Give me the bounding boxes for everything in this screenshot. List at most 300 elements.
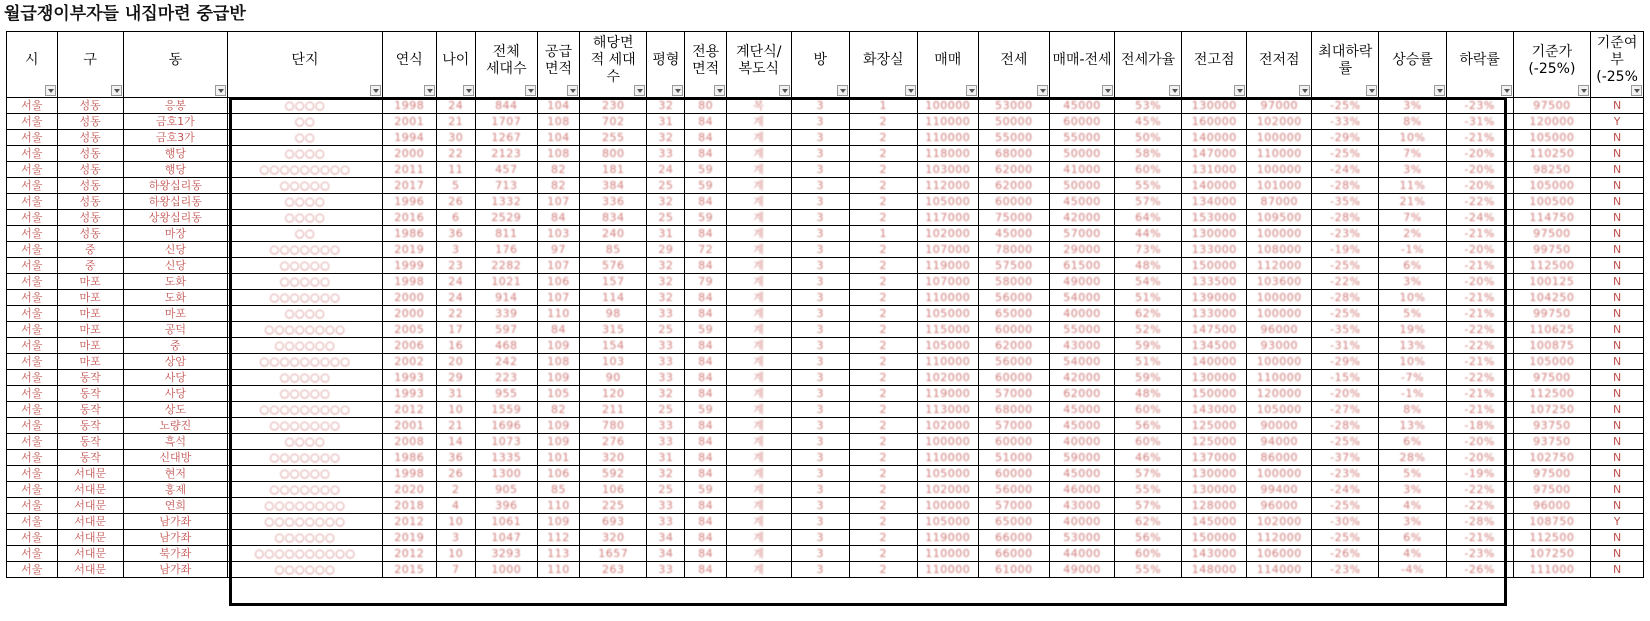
table-cell[interactable]: 45000 [1049, 98, 1114, 114]
table-cell[interactable]: 8% [1379, 114, 1446, 130]
table-cell[interactable]: 서대문 [57, 562, 123, 578]
table-cell[interactable]: 5% [1379, 466, 1446, 482]
table-cell[interactable]: 60000 [978, 194, 1049, 210]
table-cell[interactable]: 84 [685, 258, 726, 274]
table-cell[interactable]: 계 [726, 242, 791, 258]
table-cell[interactable]: 1696 [475, 418, 537, 434]
filter-dropdown-icon[interactable] [370, 85, 381, 96]
table-cell[interactable]: 31 [436, 386, 475, 402]
table-cell[interactable]: 87000 [1247, 194, 1312, 210]
table-cell[interactable]: -23% [1312, 226, 1379, 242]
table-cell[interactable]: 45000 [1049, 402, 1114, 418]
table-cell[interactable]: 62% [1115, 306, 1182, 322]
table-cell[interactable]: 82 [537, 162, 579, 178]
table-cell[interactable]: 255 [580, 130, 647, 146]
table-cell[interactable]: 2006 [382, 338, 436, 354]
table-cell[interactable]: 42000 [1049, 210, 1114, 226]
table-cell[interactable]: 계 [726, 258, 791, 274]
table-cell[interactable]: 46000 [1049, 482, 1114, 498]
table-cell[interactable]: 780 [580, 418, 647, 434]
table-cell[interactable]: 98 [580, 306, 647, 322]
table-cell[interactable]: 104 [537, 98, 579, 114]
table-cell[interactable]: -21% [1446, 386, 1513, 402]
table-cell[interactable]: 73% [1115, 242, 1182, 258]
table-cell[interactable]: 서울 [7, 418, 58, 434]
table-cell[interactable]: 6% [1379, 258, 1446, 274]
table-cell[interactable]: 106 [537, 274, 579, 290]
table-cell[interactable]: ○○○○○○○ [228, 450, 383, 466]
table-cell[interactable]: 31 [647, 114, 685, 130]
table-cell[interactable]: -37% [1312, 450, 1379, 466]
table-cell[interactable]: 21 [436, 114, 475, 130]
table-cell[interactable]: -21% [1446, 226, 1513, 242]
table-cell[interactable]: 3 [791, 306, 849, 322]
table-cell[interactable]: 서울 [7, 130, 58, 146]
table-cell[interactable]: 597 [475, 322, 537, 338]
filter-dropdown-icon[interactable] [714, 85, 725, 96]
table-cell[interactable]: 955 [475, 386, 537, 402]
table-cell[interactable]: 211 [580, 402, 647, 418]
table-cell[interactable]: 97000 [1247, 98, 1312, 114]
table-cell[interactable]: 서울 [7, 194, 58, 210]
table-cell[interactable]: -20% [1446, 162, 1513, 178]
table-cell[interactable]: 105000 [917, 514, 978, 530]
table-cell[interactable]: 110 [537, 306, 579, 322]
table-cell[interactable]: N [1591, 162, 1644, 178]
table-cell[interactable]: 102000 [1247, 514, 1312, 530]
table-cell[interactable]: 2 [849, 130, 917, 146]
table-cell[interactable]: 3 [791, 482, 849, 498]
table-cell[interactable]: 108000 [1247, 242, 1312, 258]
table-cell[interactable]: -27% [1312, 402, 1379, 418]
table-cell[interactable]: 53000 [1049, 530, 1114, 546]
table-cell[interactable]: 84 [685, 290, 726, 306]
table-cell[interactable]: 계 [726, 498, 791, 514]
table-cell[interactable]: 계 [726, 338, 791, 354]
table-cell[interactable]: 811 [475, 226, 537, 242]
table-cell[interactable]: -25% [1312, 146, 1379, 162]
table-cell[interactable]: 58000 [978, 274, 1049, 290]
table-cell[interactable]: 33 [647, 338, 685, 354]
table-cell[interactable]: 57% [1115, 466, 1182, 482]
table-cell[interactable]: 서울 [7, 530, 58, 546]
table-cell[interactable]: -22% [1446, 194, 1513, 210]
table-cell[interactable]: 3% [1379, 482, 1446, 498]
table-cell[interactable]: 1993 [382, 386, 436, 402]
table-cell[interactable]: 134500 [1182, 338, 1247, 354]
table-cell[interactable]: 105000 [1513, 178, 1590, 194]
table-cell[interactable]: 5 [436, 178, 475, 194]
table-cell[interactable]: 28% [1379, 450, 1446, 466]
table-cell[interactable]: 79 [685, 274, 726, 290]
table-cell[interactable]: 25 [647, 482, 685, 498]
table-cell[interactable]: 107250 [1513, 546, 1590, 562]
table-cell[interactable]: 2 [849, 530, 917, 546]
table-cell[interactable]: 109 [537, 434, 579, 450]
table-cell[interactable]: 45000 [1049, 466, 1114, 482]
table-cell[interactable]: 24 [436, 290, 475, 306]
table-cell[interactable]: 130000 [1182, 226, 1247, 242]
table-cell[interactable]: 112500 [1513, 258, 1590, 274]
table-cell[interactable]: 84 [685, 450, 726, 466]
table-cell[interactable]: 110625 [1513, 322, 1590, 338]
table-cell[interactable]: 3 [436, 530, 475, 546]
table-cell[interactable]: 2001 [382, 418, 436, 434]
table-cell[interactable]: 339 [475, 306, 537, 322]
table-cell[interactable]: 32 [647, 386, 685, 402]
table-cell[interactable]: 서울 [7, 450, 58, 466]
table-cell[interactable]: 북가좌 [123, 546, 227, 562]
table-cell[interactable]: 110000 [917, 562, 978, 578]
table-cell[interactable]: 서울 [7, 514, 58, 530]
table-cell[interactable]: -33% [1312, 114, 1379, 130]
table-cell[interactable]: 99750 [1513, 306, 1590, 322]
table-cell[interactable]: 3% [1379, 274, 1446, 290]
table-cell[interactable]: 3 [791, 226, 849, 242]
table-cell[interactable]: 2123 [475, 146, 537, 162]
table-cell[interactable]: 3 [791, 98, 849, 114]
table-cell[interactable]: 60% [1115, 434, 1182, 450]
table-cell[interactable]: 48% [1115, 258, 1182, 274]
table-cell[interactable]: 3 [791, 450, 849, 466]
table-cell[interactable]: 100000 [917, 98, 978, 114]
table-cell[interactable]: 84 [685, 562, 726, 578]
table-cell[interactable]: 6% [1379, 530, 1446, 546]
table-cell[interactable]: 33 [647, 514, 685, 530]
table-cell[interactable]: 55000 [1049, 130, 1114, 146]
table-cell[interactable]: ○○○○○○ [228, 338, 383, 354]
table-cell[interactable]: N [1591, 450, 1644, 466]
table-cell[interactable]: N [1591, 258, 1644, 274]
table-cell[interactable]: 62000 [978, 338, 1049, 354]
table-cell[interactable]: 110000 [1247, 146, 1312, 162]
table-cell[interactable]: 130000 [1182, 482, 1247, 498]
table-cell[interactable]: 78000 [978, 242, 1049, 258]
table-cell[interactable]: 84 [537, 322, 579, 338]
table-cell[interactable]: -20% [1312, 386, 1379, 402]
table-cell[interactable]: 서울 [7, 242, 58, 258]
table-cell[interactable]: 100000 [1247, 466, 1312, 482]
table-cell[interactable]: -1% [1379, 242, 1446, 258]
table-cell[interactable]: 62000 [978, 162, 1049, 178]
table-cell[interactable]: 90 [580, 370, 647, 386]
table-cell[interactable]: 29 [436, 370, 475, 386]
table-cell[interactable]: -21% [1446, 258, 1513, 274]
table-cell[interactable]: 119000 [917, 530, 978, 546]
table-cell[interactable]: ○○○○○○○ [228, 290, 383, 306]
table-cell[interactable]: 3 [791, 562, 849, 578]
table-cell[interactable]: -29% [1312, 130, 1379, 146]
table-cell[interactable]: 성동 [57, 146, 123, 162]
table-cell[interactable]: -28% [1312, 418, 1379, 434]
table-cell[interactable]: 320 [580, 530, 647, 546]
table-cell[interactable]: 101 [537, 450, 579, 466]
table-cell[interactable]: 2 [849, 450, 917, 466]
table-cell[interactable]: 33 [647, 418, 685, 434]
table-cell[interactable]: 2 [849, 322, 917, 338]
table-cell[interactable]: 57500 [978, 258, 1049, 274]
table-cell[interactable]: -19% [1312, 242, 1379, 258]
table-cell[interactable]: 3 [791, 386, 849, 402]
table-cell[interactable]: 2005 [382, 322, 436, 338]
table-cell[interactable]: 2002 [382, 354, 436, 370]
table-cell[interactable]: 147000 [1182, 146, 1247, 162]
table-cell[interactable]: 2 [849, 194, 917, 210]
table-cell[interactable]: 154 [580, 338, 647, 354]
table-cell[interactable]: 하왕십리동 [123, 194, 227, 210]
table-cell[interactable]: -31% [1312, 338, 1379, 354]
table-cell[interactable]: 50000 [1049, 146, 1114, 162]
table-cell[interactable]: 106 [537, 466, 579, 482]
table-cell[interactable]: 23 [436, 258, 475, 274]
table-cell[interactable]: 119000 [917, 258, 978, 274]
table-cell[interactable]: 120000 [1513, 114, 1590, 130]
table-cell[interactable]: 104 [537, 130, 579, 146]
table-cell[interactable]: -21% [1446, 130, 1513, 146]
table-cell[interactable]: 서울 [7, 226, 58, 242]
table-cell[interactable]: 1657 [580, 546, 647, 562]
table-cell[interactable]: 592 [580, 466, 647, 482]
table-cell[interactable]: 동작 [57, 370, 123, 386]
table-cell[interactable]: 2018 [382, 498, 436, 514]
table-cell[interactable]: N [1591, 322, 1644, 338]
table-cell[interactable]: 110000 [917, 354, 978, 370]
table-cell[interactable]: 84 [685, 114, 726, 130]
table-cell[interactable]: 남가좌 [123, 562, 227, 578]
table-cell[interactable]: -22% [1446, 370, 1513, 386]
table-cell[interactable]: ○○○○ [228, 434, 383, 450]
table-cell[interactable]: 29 [647, 242, 685, 258]
table-cell[interactable]: 57% [1115, 194, 1182, 210]
table-cell[interactable]: 150000 [1182, 258, 1247, 274]
filter-dropdown-icon[interactable] [1366, 85, 1377, 96]
table-cell[interactable]: 성동 [57, 114, 123, 130]
table-cell[interactable]: 32 [647, 274, 685, 290]
table-cell[interactable]: ○○○○○○ [228, 562, 383, 578]
table-cell[interactable]: ○○○○○○○○○○ [228, 546, 383, 562]
table-cell[interactable]: ○○○○○ [228, 370, 383, 386]
table-cell[interactable]: 100000 [917, 434, 978, 450]
table-cell[interactable]: 33 [647, 562, 685, 578]
table-cell[interactable]: 133000 [1182, 242, 1247, 258]
table-cell[interactable]: 103600 [1247, 274, 1312, 290]
table-cell[interactable]: 21% [1379, 194, 1446, 210]
table-cell[interactable]: 55% [1115, 482, 1182, 498]
table-cell[interactable]: 52% [1115, 322, 1182, 338]
table-cell[interactable]: 55% [1115, 562, 1182, 578]
table-cell[interactable]: N [1591, 546, 1644, 562]
table-cell[interactable]: 서울 [7, 338, 58, 354]
table-cell[interactable]: 3 [791, 194, 849, 210]
table-cell[interactable]: 2 [849, 242, 917, 258]
table-cell[interactable]: 32 [647, 466, 685, 482]
table-cell[interactable]: 33 [647, 498, 685, 514]
table-cell[interactable]: -25% [1312, 530, 1379, 546]
filter-dropdown-icon[interactable] [1578, 85, 1589, 96]
table-cell[interactable]: 51000 [978, 450, 1049, 466]
table-cell[interactable]: 3 [791, 274, 849, 290]
table-cell[interactable]: 230 [580, 98, 647, 114]
table-cell[interactable]: 마포 [123, 306, 227, 322]
table-cell[interactable]: 계 [726, 530, 791, 546]
table-cell[interactable]: -26% [1446, 562, 1513, 578]
table-cell[interactable]: 도화 [123, 274, 227, 290]
table-cell[interactable]: 59% [1115, 338, 1182, 354]
table-cell[interactable]: 1559 [475, 402, 537, 418]
table-cell[interactable]: 109 [537, 338, 579, 354]
table-cell[interactable]: 100000 [1247, 354, 1312, 370]
table-cell[interactable]: 서울 [7, 114, 58, 130]
filter-dropdown-icon[interactable] [1299, 85, 1310, 96]
table-cell[interactable]: 125000 [1182, 418, 1247, 434]
table-cell[interactable]: ○○ [228, 130, 383, 146]
table-cell[interactable]: 94000 [1247, 434, 1312, 450]
table-cell[interactable]: 97500 [1513, 98, 1590, 114]
table-cell[interactable]: 3 [791, 210, 849, 226]
table-cell[interactable]: -20% [1446, 434, 1513, 450]
table-cell[interactable]: 1999 [382, 258, 436, 274]
table-cell[interactable]: N [1591, 194, 1644, 210]
table-cell[interactable]: 112500 [1513, 386, 1590, 402]
table-cell[interactable]: 계 [726, 370, 791, 386]
table-cell[interactable]: -23% [1312, 466, 1379, 482]
table-cell[interactable]: Y [1591, 114, 1644, 130]
table-cell[interactable]: 계 [726, 402, 791, 418]
filter-dropdown-icon[interactable] [463, 85, 474, 96]
table-cell[interactable]: 3 [791, 290, 849, 306]
table-cell[interactable]: 55000 [1049, 322, 1114, 338]
table-cell[interactable]: 112000 [1247, 258, 1312, 274]
table-cell[interactable]: 113000 [917, 402, 978, 418]
table-cell[interactable]: -21% [1446, 306, 1513, 322]
table-cell[interactable]: 100000 [917, 498, 978, 514]
table-cell[interactable]: 50000 [1049, 178, 1114, 194]
table-cell[interactable]: 중 [123, 338, 227, 354]
table-cell[interactable]: ○○○○○○○ [228, 418, 383, 434]
table-cell[interactable]: 800 [580, 146, 647, 162]
table-cell[interactable]: 118000 [917, 146, 978, 162]
table-cell[interactable]: 마장 [123, 226, 227, 242]
table-cell[interactable]: 7% [1379, 146, 1446, 162]
table-cell[interactable]: N [1591, 418, 1644, 434]
table-cell[interactable]: 3 [791, 530, 849, 546]
table-cell[interactable]: 26 [436, 194, 475, 210]
table-cell[interactable]: 22 [436, 306, 475, 322]
table-cell[interactable]: 110000 [917, 290, 978, 306]
table-cell[interactable]: 56000 [978, 354, 1049, 370]
table-cell[interactable]: 384 [580, 178, 647, 194]
table-cell[interactable]: 97500 [1513, 370, 1590, 386]
filter-dropdown-icon[interactable] [779, 85, 790, 96]
table-cell[interactable]: 2 [849, 498, 917, 514]
table-cell[interactable]: 서울 [7, 98, 58, 114]
table-cell[interactable]: 2529 [475, 210, 537, 226]
table-cell[interactable]: 60000 [978, 370, 1049, 386]
table-cell[interactable]: 2000 [382, 290, 436, 306]
table-cell[interactable]: 56% [1115, 530, 1182, 546]
table-cell[interactable]: 2 [849, 434, 917, 450]
table-cell[interactable]: 서울 [7, 322, 58, 338]
table-cell[interactable]: 2 [849, 370, 917, 386]
table-cell[interactable]: -23% [1312, 562, 1379, 578]
table-cell[interactable]: 134000 [1182, 194, 1247, 210]
table-cell[interactable]: 서대문 [57, 498, 123, 514]
table-cell[interactable]: -18% [1446, 418, 1513, 434]
table-cell[interactable]: 2000 [382, 306, 436, 322]
table-cell[interactable]: -25% [1312, 98, 1379, 114]
table-cell[interactable]: 10 [436, 402, 475, 418]
table-cell[interactable]: -7% [1379, 370, 1446, 386]
table-cell[interactable]: 102000 [917, 226, 978, 242]
table-cell[interactable]: 동작 [57, 434, 123, 450]
table-cell[interactable]: 160000 [1182, 114, 1247, 130]
table-cell[interactable]: 7 [436, 562, 475, 578]
table-cell[interactable]: 서울 [7, 274, 58, 290]
table-cell[interactable]: -22% [1446, 498, 1513, 514]
table-cell[interactable]: 2 [849, 114, 917, 130]
table-cell[interactable]: 1061 [475, 514, 537, 530]
table-cell[interactable]: 동작 [57, 450, 123, 466]
table-cell[interactable]: -28% [1312, 210, 1379, 226]
filter-dropdown-icon[interactable] [905, 85, 916, 96]
table-cell[interactable]: 2019 [382, 242, 436, 258]
table-cell[interactable]: 계 [726, 226, 791, 242]
table-cell[interactable]: 84 [685, 370, 726, 386]
table-cell[interactable]: 2 [849, 306, 917, 322]
table-cell[interactable]: 2017 [382, 178, 436, 194]
table-cell[interactable]: 4 [436, 498, 475, 514]
table-cell[interactable]: N [1591, 466, 1644, 482]
table-cell[interactable]: N [1591, 338, 1644, 354]
table-cell[interactable]: 103 [580, 354, 647, 370]
table-cell[interactable]: 도화 [123, 290, 227, 306]
table-cell[interactable]: 계 [726, 514, 791, 530]
table-cell[interactable]: 102000 [917, 418, 978, 434]
table-cell[interactable]: 6 [436, 210, 475, 226]
table-cell[interactable]: 59 [685, 322, 726, 338]
table-cell[interactable]: 25 [647, 322, 685, 338]
table-cell[interactable]: 3 [791, 130, 849, 146]
table-cell[interactable]: 43000 [1049, 338, 1114, 354]
filter-dropdown-icon[interactable] [1501, 85, 1512, 96]
table-cell[interactable]: 2016 [382, 210, 436, 226]
table-cell[interactable]: 263 [580, 562, 647, 578]
table-cell[interactable]: 100000 [1247, 130, 1312, 146]
table-cell[interactable]: 914 [475, 290, 537, 306]
table-cell[interactable]: 행당 [123, 146, 227, 162]
filter-dropdown-icon[interactable] [1037, 85, 1048, 96]
table-cell[interactable]: 57000 [1049, 226, 1114, 242]
table-cell[interactable]: 110000 [917, 114, 978, 130]
table-cell[interactable]: N [1591, 306, 1644, 322]
table-cell[interactable]: 66000 [978, 546, 1049, 562]
table-cell[interactable]: 서대문 [57, 546, 123, 562]
table-cell[interactable]: 16 [436, 338, 475, 354]
table-cell[interactable]: 10% [1379, 130, 1446, 146]
table-cell[interactable]: 65000 [978, 514, 1049, 530]
table-cell[interactable]: 3 [791, 242, 849, 258]
table-cell[interactable]: 1 [849, 98, 917, 114]
table-cell[interactable]: 100000 [1247, 306, 1312, 322]
table-cell[interactable]: 51% [1115, 290, 1182, 306]
table-cell[interactable]: -20% [1446, 450, 1513, 466]
table-cell[interactable]: -21% [1446, 354, 1513, 370]
table-cell[interactable]: 45000 [978, 226, 1049, 242]
table-cell[interactable]: 13% [1379, 418, 1446, 434]
table-cell[interactable]: 1986 [382, 226, 436, 242]
filter-dropdown-icon[interactable] [1102, 85, 1113, 96]
table-cell[interactable]: 32 [647, 130, 685, 146]
